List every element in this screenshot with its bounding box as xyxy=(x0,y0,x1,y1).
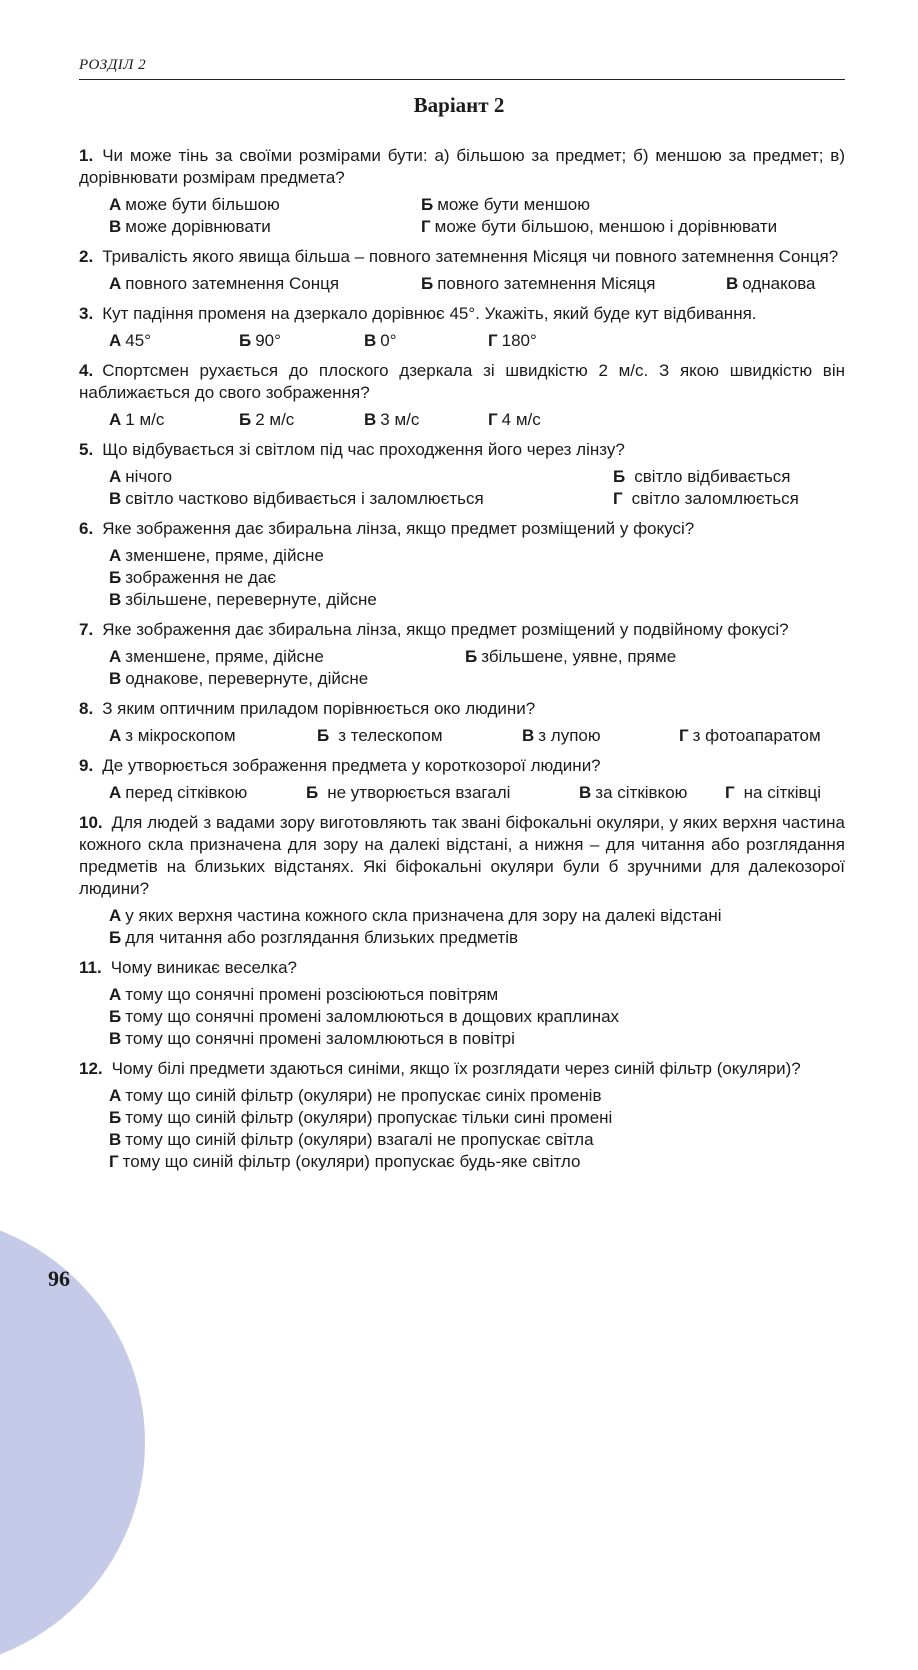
option-a[interactable]: А повного затемнення Сонця xyxy=(109,274,340,293)
question-5 xyxy=(79,439,845,510)
option-d[interactable]: Г на сітківці xyxy=(725,783,822,802)
option-c[interactable]: В 0° xyxy=(364,331,397,350)
option-c[interactable]: В тому що сонячні промені заломлюються в повітрі xyxy=(109,1029,515,1048)
question-text: Де утворюється зображення предмета у короткозорої людини? xyxy=(102,756,601,775)
question-list xyxy=(79,145,845,1181)
question-number: 2. xyxy=(79,247,94,266)
option-a[interactable]: А зменшене, пряме, дійсне xyxy=(109,546,324,565)
question-text: З яким оптичним приладом порівнюється око людини? xyxy=(102,699,536,718)
option-c[interactable]: В збільшене, перевернуте, дійсне xyxy=(109,590,377,609)
question-number: 9. xyxy=(79,756,94,775)
question-number: 12. xyxy=(79,1059,103,1078)
question-8 xyxy=(79,698,845,747)
question-3 xyxy=(79,303,845,352)
option-b[interactable]: Б повного затемнення Місяця xyxy=(421,274,656,293)
option-b[interactable]: Б з телескопом xyxy=(317,726,443,745)
options xyxy=(79,782,845,804)
options xyxy=(79,545,845,611)
option-a[interactable]: А тому що сонячні промені розсіюються повітрям xyxy=(109,985,499,1004)
option-a[interactable]: А у яких верхня частина кожного скла призначена для зору на далекі відстані xyxy=(109,906,722,925)
question-text: Яке зображення дає збиральна лінза, якщо предмет розміщений у подвійному фокусі? xyxy=(102,620,789,639)
option-b[interactable]: Б збільшене, уявне, пряме xyxy=(465,647,677,666)
question-1 xyxy=(79,145,845,238)
option-a[interactable]: А нічого xyxy=(109,467,173,486)
option-c[interactable]: В однакове, перевернуте, дійсне xyxy=(109,669,369,688)
header-divider xyxy=(79,79,845,80)
question-12 xyxy=(79,1058,845,1173)
option-c[interactable]: В може дорівнювати xyxy=(109,217,271,236)
option-b[interactable]: Б може бути меншою xyxy=(421,195,590,214)
options xyxy=(79,194,845,238)
options xyxy=(79,273,845,295)
option-a[interactable]: А може бути більшою xyxy=(109,195,280,214)
question-number: 5. xyxy=(79,440,94,459)
options xyxy=(79,646,845,690)
option-b[interactable]: Б тому що сонячні промені заломлюються в дощових краплинах xyxy=(109,1007,620,1026)
question-number: 8. xyxy=(79,699,94,718)
options xyxy=(79,409,845,431)
question-number: 11. xyxy=(79,958,102,977)
option-c[interactable]: В з лупою xyxy=(522,726,601,745)
question-text: Що відбувається зі світлом під час проходження його через лінзу? xyxy=(102,440,625,459)
option-a[interactable]: А зменшене, пряме, дійсне xyxy=(109,647,324,666)
question-number: 1. xyxy=(79,146,94,165)
option-a[interactable]: А з мікроскопом xyxy=(109,726,236,745)
option-b[interactable]: Б тому що синій фільтр (окуляри) пропускає тільки сині промені xyxy=(109,1108,613,1127)
option-b[interactable]: Б світло відбивається xyxy=(613,467,791,486)
option-d[interactable]: Г з фотоапаратом xyxy=(679,726,821,745)
option-b[interactable]: Б 90° xyxy=(239,331,281,350)
option-d[interactable]: Г 4 м/с xyxy=(488,410,541,429)
section-header: РОЗДІЛ 2 xyxy=(79,57,147,73)
question-text: Спортсмен рухається до плоского дзеркала зі швидкістю 2 м/с. З якою швидкістю він наближається до свого зображення? xyxy=(79,361,845,402)
question-number: 10. xyxy=(79,813,103,832)
option-c[interactable]: В однакова xyxy=(726,274,816,293)
question-text: Кут падіння променя на дзеркало дорівнює 45°. Укажіть, який буде кут відбивання. xyxy=(102,304,757,323)
question-text: Тривалість якого явища більша – повного затемнення Місяця чи повного затемнення Сонця? xyxy=(102,247,839,266)
question-7 xyxy=(79,619,845,690)
options xyxy=(79,905,845,949)
question-6 xyxy=(79,518,845,611)
options xyxy=(79,466,845,510)
option-c[interactable]: В світло частково відбивається і заломлюється xyxy=(109,489,484,508)
option-a[interactable]: А тому що синій фільтр (окуляри) не пропускає синіх променів xyxy=(109,1086,602,1105)
option-c[interactable]: В за сітківкою xyxy=(579,783,688,802)
option-a[interactable]: А 1 м/с xyxy=(109,410,165,429)
question-text: Для людей з вадами зору виготовляють так звані біфокальні окуляри, у яких верхня частина кожного скла призначена для зору на далекі відстані, а нижня – для читання або розглядання предметів на близьких відстанях. Які біфокальні окуляри були б зручними для далекозорої людини? xyxy=(79,813,845,898)
question-text: Чому виникає веселка? xyxy=(110,958,297,977)
question-number: 6. xyxy=(79,519,94,538)
option-b[interactable]: Б 2 м/с xyxy=(239,410,295,429)
question-number: 7. xyxy=(79,620,94,639)
option-b[interactable]: Б зображення не дає xyxy=(109,568,277,587)
options xyxy=(79,725,845,747)
page-number: 96 xyxy=(48,1266,70,1291)
option-a[interactable]: А перед сітківкою xyxy=(109,783,248,802)
option-c[interactable]: В 3 м/с xyxy=(364,410,420,429)
corner-decoration xyxy=(0,1215,145,1670)
option-d[interactable]: Г 180° xyxy=(488,331,537,350)
option-a[interactable]: А 45° xyxy=(109,331,151,350)
option-d[interactable]: Г може бути більшою, меншою і дорівнювати xyxy=(421,217,778,236)
option-d[interactable]: Г світло заломлюється xyxy=(613,489,799,508)
question-number: 3. xyxy=(79,304,94,323)
question-11 xyxy=(79,957,845,1050)
question-number: 4. xyxy=(79,361,94,380)
options xyxy=(79,330,845,352)
question-10 xyxy=(79,812,845,949)
question-2 xyxy=(79,246,845,295)
question-4 xyxy=(79,360,845,431)
option-c[interactable]: В тому що синій фільтр (окуляри) взагалі не пропускає світла xyxy=(109,1130,594,1149)
question-9 xyxy=(79,755,845,804)
option-b[interactable]: Б не утворюється взагалі xyxy=(306,783,511,802)
option-d[interactable]: Г тому що синій фільтр (окуляри) пропускає будь-яке світло xyxy=(109,1152,581,1171)
page-title: Варіант 2 xyxy=(413,93,505,117)
options xyxy=(79,984,845,1050)
question-text: Чому білі предмети здаються синіми, якщо їх розглядати через синій фільтр (окуляри)? xyxy=(111,1059,801,1078)
options xyxy=(79,1085,845,1173)
question-text: Яке зображення дає збиральна лінза, якщо предмет розміщений у фокусі? xyxy=(102,519,695,538)
question-text: Чи може тінь за своїми розмірами бути: а) більшою за предмет; б) меншою за предмет; в) дорівнювати розмірам предмета? xyxy=(79,146,845,187)
option-b[interactable]: Б для читання або розглядання близьких предметів xyxy=(109,928,519,947)
